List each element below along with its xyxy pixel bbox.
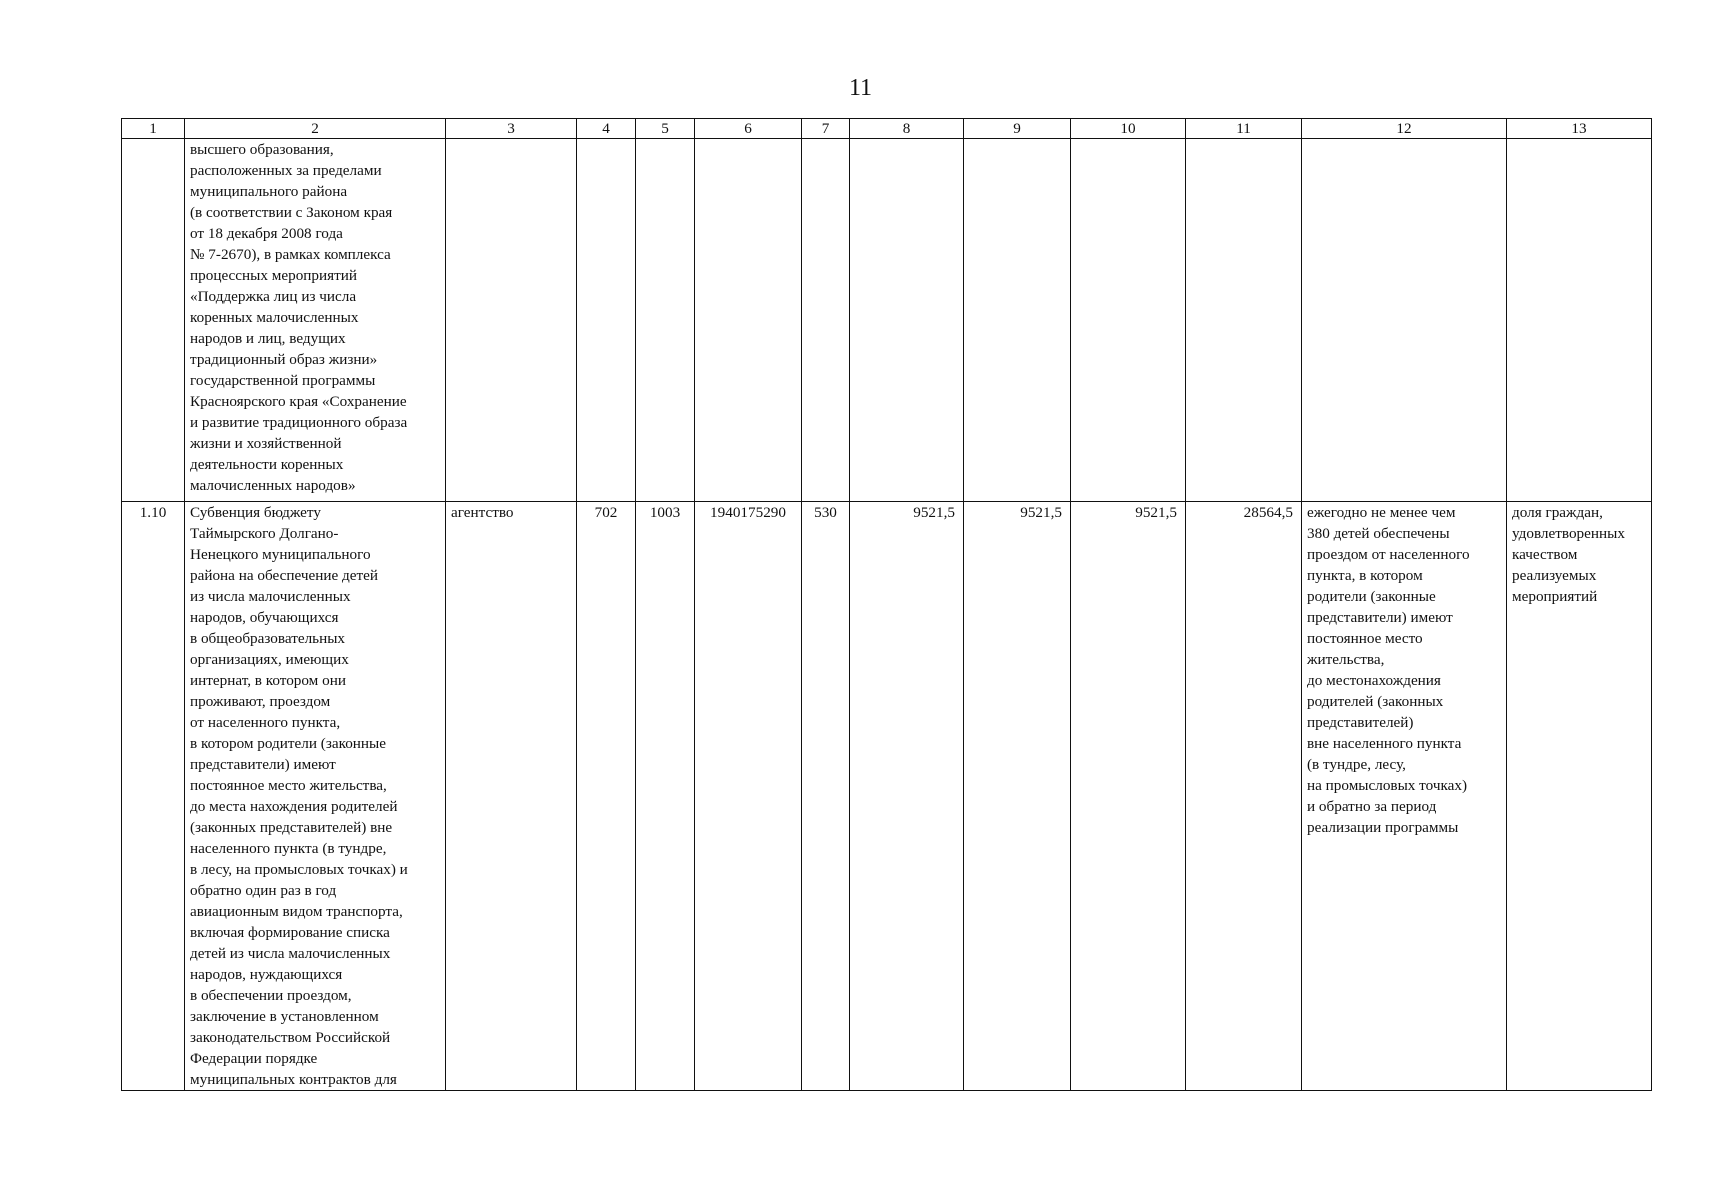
column-header-9: 9: [964, 119, 1071, 139]
column-header-1: 1: [122, 119, 185, 139]
cell-rzpr: [636, 139, 695, 502]
column-header-8: 8: [850, 119, 964, 139]
page-number: 11: [848, 75, 873, 101]
cell-grbs: 702: [577, 502, 636, 1091]
cell-indicator: [1507, 139, 1652, 502]
cell-expected-result: ежегодно не менее чем 380 детей обеспечены проездом от населенного пункта, в котором родители (законные представители) имеют постоянное место жительства, до местонахождения родителей (законных представителей) вне населенного пункта (в тундре, лесу, на промысловых точках) и обратно за период реализации программы: [1302, 502, 1507, 1091]
cell-rzpr: 1003: [636, 502, 695, 1091]
cell-year-3: [1071, 139, 1186, 502]
cell-total: 28564,5: [1186, 502, 1302, 1091]
cell-expected-result: [1302, 139, 1507, 502]
cell-year-1: 9521,5: [850, 502, 964, 1091]
cell-year-2: [964, 139, 1071, 502]
column-header-7: 7: [802, 119, 850, 139]
cell-csr: 1940175290: [695, 502, 802, 1091]
cell-measure-name: высшего образования, расположенных за пределами муниципального района (в соответствии с Законом края от 18 декабря 2008 года № 7-2670), в рамках комплекса процессных мероприятий «Поддержка лиц из числа коренных малочисленных народов и лиц, ведущих традиционный образ жизни» государственной программы Красноярского края «Сохранение и развитие традиционного образа жизни и хозяйственной деятельности коренных малочисленных народов»: [185, 139, 446, 502]
cell-total: [1186, 139, 1302, 502]
cell-responsible: агентство: [446, 502, 577, 1091]
column-header-12: 12: [1302, 119, 1507, 139]
column-header-2: 2: [185, 119, 446, 139]
column-header-13: 13: [1507, 119, 1652, 139]
column-header-3: 3: [446, 119, 577, 139]
cell-csr: [695, 139, 802, 502]
column-header-4: 4: [577, 119, 636, 139]
cell-vr: [802, 139, 850, 502]
program-measures-table: [121, 118, 1652, 1091]
column-header-10: 10: [1071, 119, 1186, 139]
cell-grbs: [577, 139, 636, 502]
cell-row-number: [122, 139, 185, 502]
column-header-6: 6: [695, 119, 802, 139]
cell-indicator: доля граждан, удовлетворенных качеством реализуемых мероприятий: [1507, 502, 1652, 1091]
cell-year-3: 9521,5: [1071, 502, 1186, 1091]
table-row-1-10: [122, 502, 1652, 1091]
cell-responsible: [446, 139, 577, 502]
header-row: [122, 119, 1652, 139]
cell-year-1: [850, 139, 964, 502]
column-header-5: 5: [636, 119, 695, 139]
cell-year-2: 9521,5: [964, 502, 1071, 1091]
cell-row-number: 1.10: [122, 502, 185, 1091]
table-row-continuation: [122, 139, 1652, 502]
cell-measure-name: Субвенция бюджету Таймырского Долгано- Ненецкого муниципального района на обеспечение детей из числа малочисленных народов, обучающихся в общеобразовательных организациях, имеющих интернат, в котором они проживают, проездом от населенного пункта, в котором родители (законные представители) имеют постоянное место жительства, до места нахождения родителей (законных представителей) вне населенного пункта (в тундре, в лесу, на промысловых точках) и обратно один раз в год авиационным видом транспорта, включая формирование списка детей из числа малочисленных народов, нуждающихся в обеспечении проездом, заключение в установленном законодательством Российской Федерации порядке муниципальных контрактов для: [185, 502, 446, 1091]
cell-vr: 530: [802, 502, 850, 1091]
column-header-11: 11: [1186, 119, 1302, 139]
